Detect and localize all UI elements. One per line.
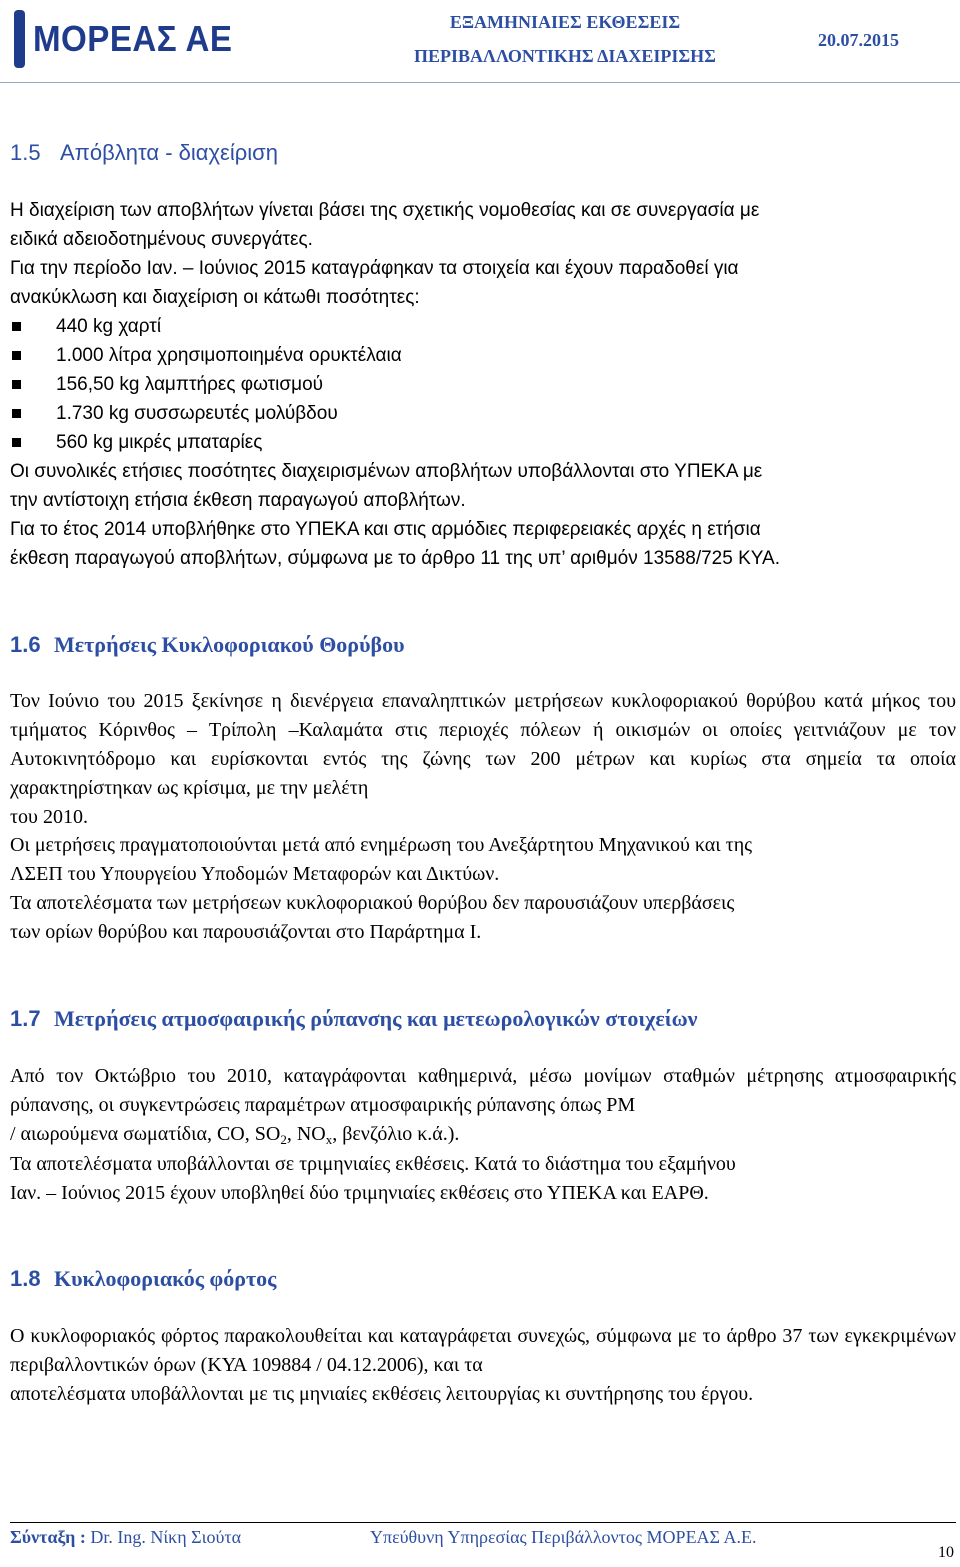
paragraph-last-line: έκθεση παραγωγού αποβλήτων, σύμφωνα με το άρθρο 11 της υπ’ αριθμόν 13588/725 ΚΥΑ. <box>10 548 780 569</box>
section-title: Απόβλητα - διαχείριση <box>60 140 278 165</box>
section-number: 1.5 <box>10 140 41 165</box>
section-title: Μετρήσεις ατμοσφαιρικής ρύπανσης και μετεωρολογικών στοιχείων <box>54 1006 698 1031</box>
paragraph <box>10 254 956 312</box>
section-heading-1-8 <box>10 1266 276 1292</box>
paragraph-last-line: την αντίστοιχη ετήσια έκθεση παραγωγού αποβλήτων. <box>10 490 466 511</box>
paragraph-last-line: Ιαν. – Ιούνιος 2015 έχουν υποβληθεί δύο τριμηνιαίες εκθέσεις στο ΥΠΕΚΑ και ΕΑΡΘ. <box>10 1182 709 1204</box>
paragraph <box>10 1150 956 1208</box>
section-number: 1.7 <box>10 1006 41 1031</box>
paragraph <box>10 889 956 947</box>
paragraph <box>10 515 956 573</box>
paragraph-last-line: ανακύκλωση και διαχείριση οι κάτωθι ποσότητες: <box>10 287 420 308</box>
header-divider <box>0 82 960 83</box>
page-footer <box>10 1522 956 1549</box>
section-title: Μετρήσεις Κυκλοφοριακού Θορύβου <box>54 632 405 657</box>
paragraph-last-line: των ορίων θορύβου και παρουσιάζονται στο Παράρτημα Ι. <box>10 921 482 943</box>
section-number: 1.8 <box>10 1266 41 1291</box>
paragraph <box>10 196 956 254</box>
paragraph-last-line: ειδικά αδειοδοτημένους συνεργάτες. <box>10 229 313 250</box>
paragraph-line: Ο κυκλοφοριακός φόρτος παρακολουθείται και καταγράφεται συνεχώς, σύμφωνα με το άρθρο 37 των εγκεκριμένων περιβαλλοντικών όρων (ΚΥΑ 109884 / 04.12.2006), και τα <box>10 1325 956 1376</box>
list-item: 156,50 kg λαμπτήρες φωτισμού <box>10 370 402 399</box>
paragraph <box>10 457 956 515</box>
footer-department: Υπεύθυνη Υπηρεσίας Περιβάλλοντος ΜΟΡΕΑΣ Α.Ε. <box>370 1527 757 1547</box>
paragraph-line: Οι συνολικές ετήσιες ποσότητες διαχειρισμένων αποβλήτων υποβάλλονται στο ΥΠΕΚΑ με <box>10 461 763 482</box>
bullet-icon <box>12 322 21 331</box>
paragraph-line: Οι μετρήσεις πραγματοποιούνται μετά από ενημέρωση του Ανεξάρτητου Μηχανικού και της <box>10 834 753 856</box>
bullet-icon <box>12 438 21 447</box>
list-item: 1.000 λίτρα χρησιμοποιημένα ορυκτέλαια <box>10 341 402 370</box>
list-item: 440 kg χαρτί <box>10 312 402 341</box>
page-header <box>0 0 960 84</box>
paragraph-line: Τον Ιούνιο του 2015 ξεκίνησε η διενέργεια επαναληπτικών μετρήσεων κυκλοφοριακού θορύβου κατά μήκος του τμήματος Κόρινθος – Τρίπολη –Καλαμάτα στις περιοχές πόλεων ή οικισμών οι οποίες γειτνιάζουν με τον Αυτοκινητόδρομο και ευρίσκονται εντός της ζώνης των 200 μέτρων και κυρίως στα σημεία τα οποία χαρακτηρίστηκαν ως κρίσιμα, με την μελέτη <box>10 690 956 799</box>
paragraph-line: Η διαχείριση των αποβλήτων γίνεται βάσει της σχετικής νομοθεσίας και σε συνεργασία με <box>10 200 760 221</box>
logo-text: ΜΟΡΕΑΣ ΑΕ <box>33 18 233 59</box>
header-date: 20.07.2015 <box>818 30 899 50</box>
section-heading-1-5 <box>10 140 278 166</box>
paragraph-line: Τα αποτελέσματα υποβάλλονται σε τριμηνιαίες εκθέσεις. Κατά το διάστημα του εξαμήνου <box>10 1153 736 1175</box>
footer-label: Σύνταξη : <box>10 1527 86 1547</box>
section-title: Κυκλοφοριακός φόρτος <box>54 1266 277 1291</box>
section-number: 1.6 <box>10 632 41 657</box>
paragraph-line: Για την περίοδο Ιαν. – Ιούνιος 2015 καταγράφηκαν τα στοιχεία και έχουν παραδοθεί για <box>10 258 739 279</box>
paragraph-last-line: του 2010. <box>10 806 88 828</box>
paragraph-last-line: ΛΣΕΠ του Υπουργείου Υποδομών Μεταφορών και Δικτύων. <box>10 863 500 885</box>
paragraph <box>10 1322 956 1409</box>
paragraph-line: Τα αποτελέσματα των μετρήσεων κυκλοφοριακού θορύβου δεν παρουσιάζουν υπερβάσεις <box>10 892 735 914</box>
paragraph <box>10 1062 956 1149</box>
footer-author-name: Dr. Ing. Νίκη Σιούτα <box>90 1527 242 1547</box>
list-item: 560 kg μικρές μπαταρίες <box>10 428 402 457</box>
bullet-icon <box>12 380 21 389</box>
paragraph-last-line: αποτελέσματα υποβάλλονται με τις μηνιαίες εκθέσεις λειτουργίας κι συντήρησης του έργου. <box>10 1383 754 1405</box>
waste-quantity-list <box>10 312 402 457</box>
paragraph-last-line: / αιωρούμενα σωματίδια, CO, $SO_2$, $NO_x$, βενζόλιο κ.ά.). <box>10 1123 460 1147</box>
header-title-line2: ΠΕΡΙΒΑΛΛΟΝΤΙΚΗΣ ΔΙΑΧΕΙΡΙΣΗΣ <box>414 46 716 66</box>
company-logo <box>14 10 250 68</box>
bullet-icon <box>12 409 21 418</box>
section-heading-1-7 <box>10 1006 697 1032</box>
header-title-line1: ΕΞΑΜΗΝΙΑΙΕΣ ΕΚΘΕΣΕΙΣ <box>449 12 681 32</box>
section-heading-1-6 <box>10 632 405 658</box>
paragraph-line: Για το έτος 2014 υποβλήθηκε στο ΥΠΕΚΑ και στις αρμόδιες περιφερειακές αρχές η ετήσια <box>10 519 761 540</box>
paragraph <box>10 687 956 832</box>
paragraph <box>10 831 956 889</box>
peloponnese-map-icon <box>14 10 25 68</box>
footer-author <box>10 1527 241 1548</box>
bullet-icon <box>12 351 21 360</box>
list-item: 1.730 kg συσσωρευτές μολύβδου <box>10 399 402 428</box>
paragraph-line: Από τον Οκτώβριο του 2010, καταγράφονται καθημερινά, μέσω μονίμων σταθμών μέτρησης ατμοσφαιρικής ρύπανσης, οι συγκεντρώσεις παραμέτρων ατμοσφαιρικής ρύπανσης όπως PM <box>10 1065 956 1116</box>
page-number: 10 <box>938 1544 954 1561</box>
